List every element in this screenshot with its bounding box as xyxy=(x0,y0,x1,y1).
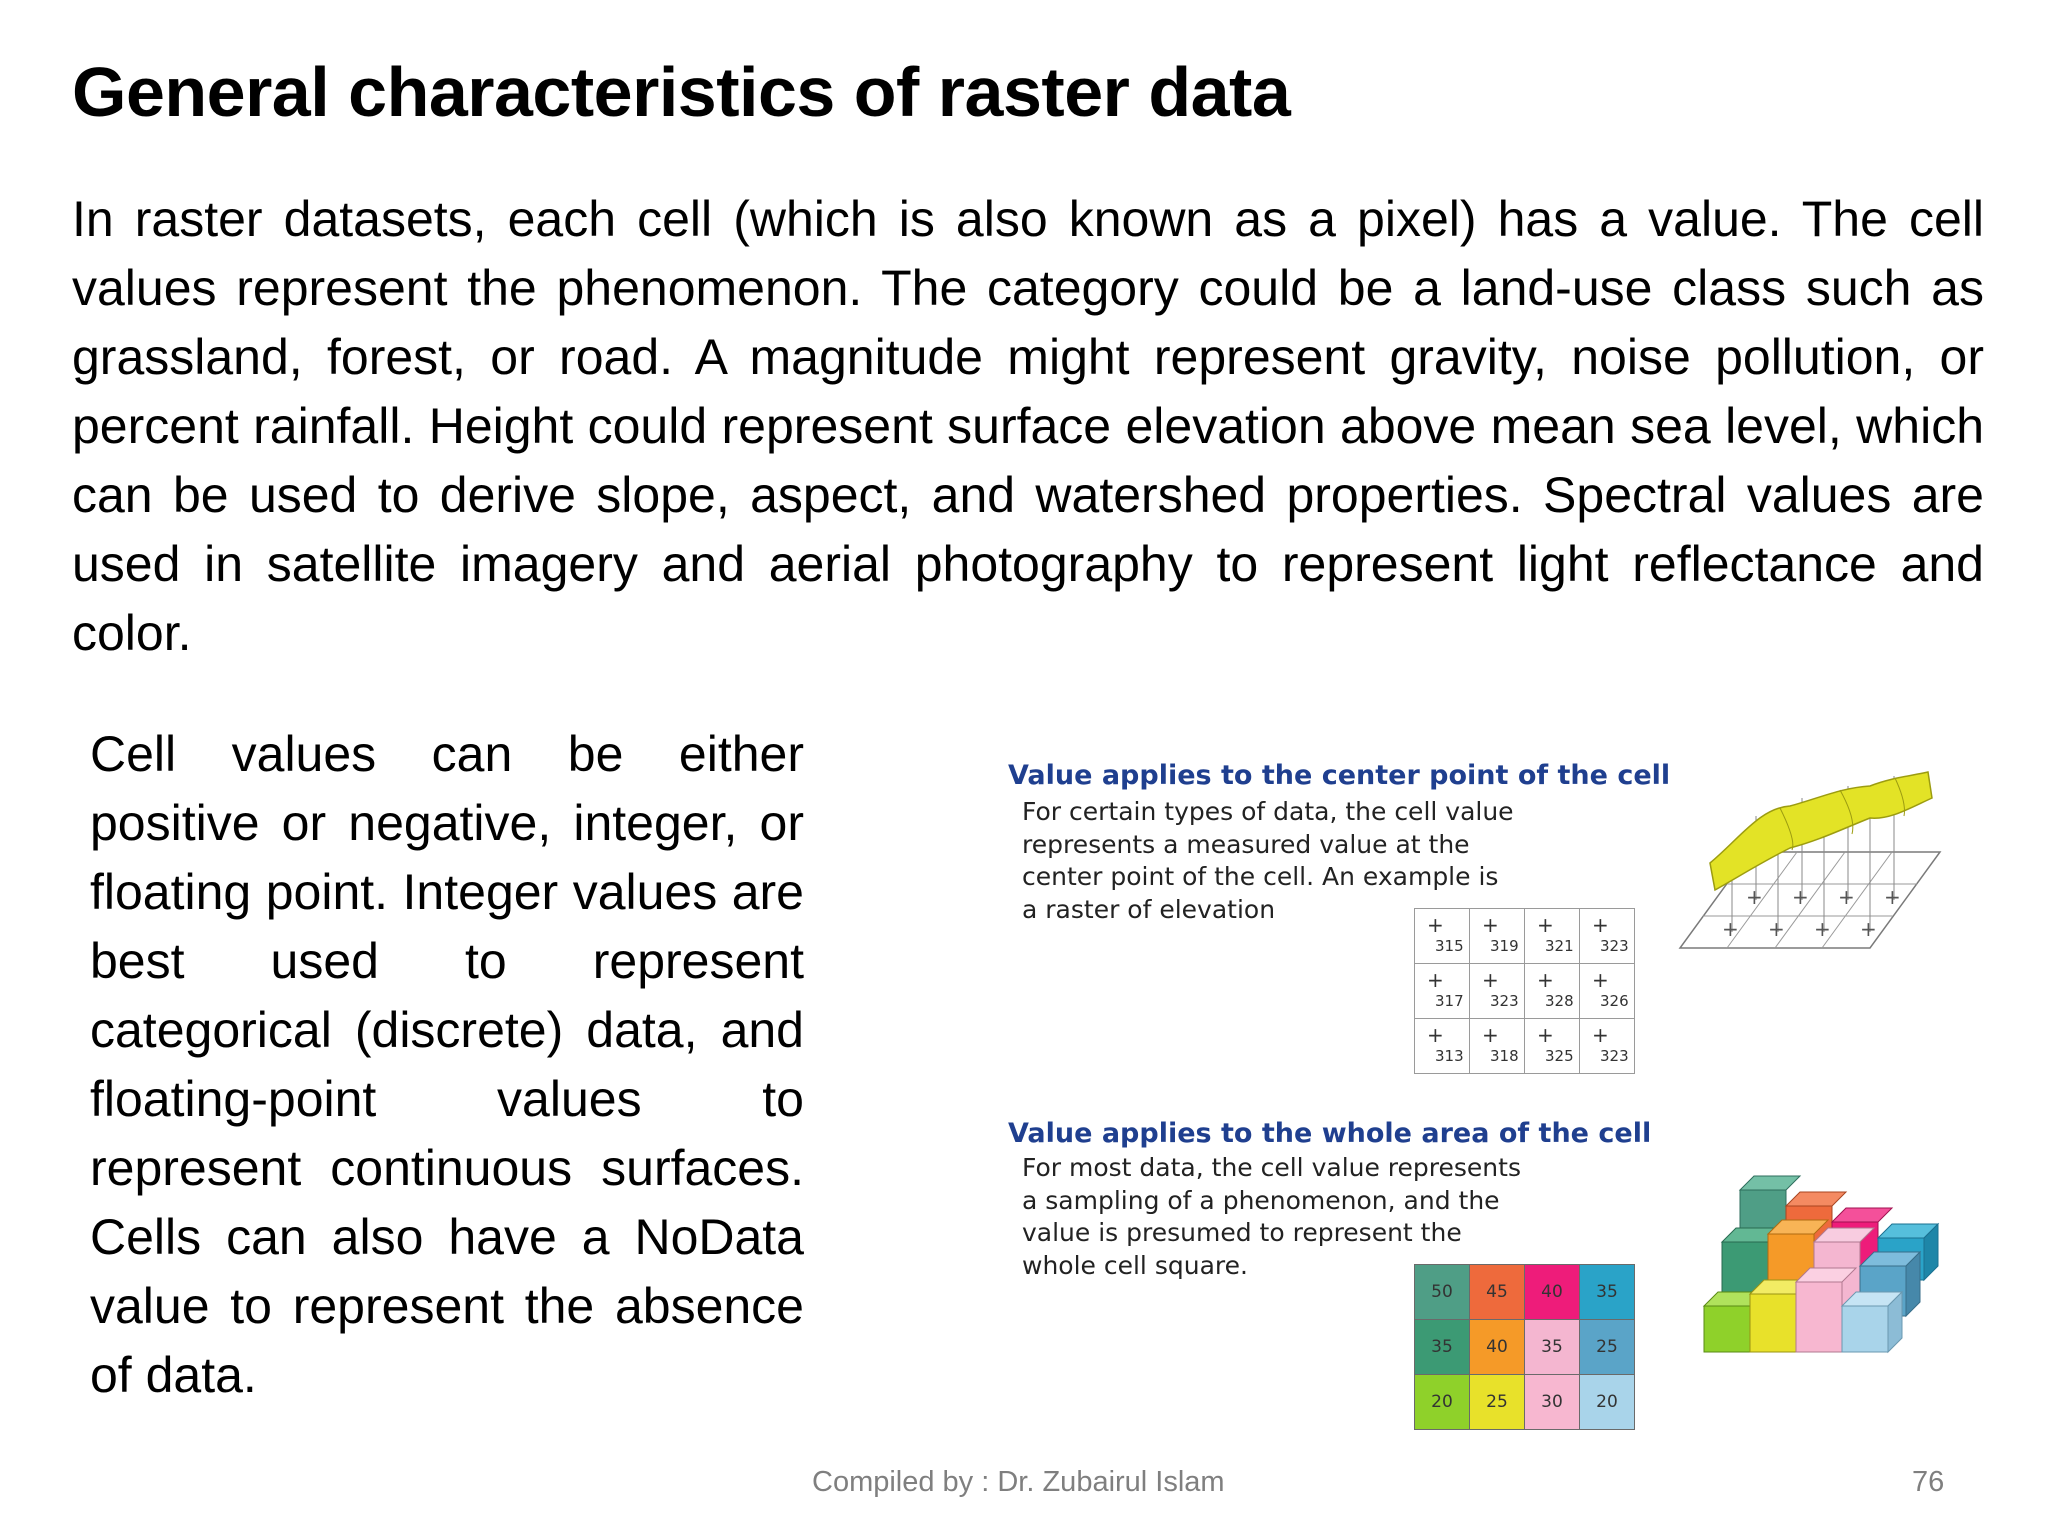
colored-grid-cell: 40 xyxy=(1525,1265,1580,1320)
cell-value: 323 xyxy=(1490,992,1519,1010)
center-point-line: represents a measured value at the xyxy=(1022,829,1470,859)
center-point-line: For certain types of data, the cell value xyxy=(1022,797,1514,826)
center-point-marker: + xyxy=(1427,968,1444,992)
cell-value: 323 xyxy=(1600,937,1629,955)
grid-cell xyxy=(1525,909,1580,964)
sample-point-marker: + xyxy=(1746,885,1763,909)
colored-grid-cell: 35 xyxy=(1580,1265,1635,1320)
elevation-surface-illustration xyxy=(1670,768,1950,968)
colored-grid-cell: 45 xyxy=(1470,1265,1525,1320)
cell-value: 319 xyxy=(1490,937,1519,955)
colored-grid-cell: 25 xyxy=(1470,1375,1525,1430)
grid-cell xyxy=(1580,964,1635,1019)
plane-grid-line xyxy=(1822,852,1892,948)
cell-value: 325 xyxy=(1545,1047,1574,1065)
center-point-marker: + xyxy=(1537,913,1554,937)
colored-grid-cell: 35 xyxy=(1415,1320,1470,1375)
grid-cell xyxy=(1470,1019,1525,1074)
sample-point-marker: + xyxy=(1768,917,1785,941)
block-face xyxy=(1842,1306,1888,1352)
cell-values-paragraph: Cell values can be either positive or negative, integer, or floating point. Integer values are best used to represent categorical (discrete) data, and floating-point values to represent continuous surfaces. Cells can also have a NoData value to represent the absence of data. xyxy=(90,726,804,1403)
whole-area-description xyxy=(1022,1152,1642,1282)
raster-value-figure xyxy=(1000,748,1960,1438)
intro-paragraph: In raster datasets, each cell (which is also known as a pixel) has a value. The cell values represent the phenomenon. The category could be a land-use class such as grassland, forest, or road. A magnitude might represent gravity, noise pollution, or percent rainfall. Height could represent surface elevation above mean sea level, which can be used to derive slope, aspect, and watershed properties. Spectral values are used in satellite imagery and aerial photography to represent light reflectance and color. xyxy=(72,191,1984,661)
center-point-heading: Value applies to the center point of the cell xyxy=(1008,760,1671,791)
colored-grid-cell: 20 xyxy=(1580,1375,1635,1430)
block-face xyxy=(1796,1282,1842,1352)
sample-point-marker: + xyxy=(1838,885,1855,909)
colored-grid-cell: 40 xyxy=(1470,1320,1525,1375)
whole-area-line: whole cell square. xyxy=(1022,1250,1248,1280)
elevation-surface xyxy=(1710,772,1932,890)
sample-point-marker: + xyxy=(1722,917,1739,941)
colored-grid-cell: 35 xyxy=(1525,1320,1580,1375)
cell-value: 321 xyxy=(1545,937,1574,955)
sample-point-marker: + xyxy=(1860,917,1877,941)
area-value-grid xyxy=(1414,1264,1635,1430)
area-blocks-illustration xyxy=(1690,1140,1960,1390)
whole-area-heading: Value applies to the whole area of the cell xyxy=(1008,1118,1652,1149)
cell-value: 323 xyxy=(1600,1047,1629,1065)
center-point-line: center point of the cell. An example is xyxy=(1022,862,1499,891)
slide-number: 76 xyxy=(1912,1466,1945,1498)
block-top xyxy=(1786,1192,1846,1206)
block-top xyxy=(1740,1176,1800,1190)
center-point-marker: + xyxy=(1592,968,1609,992)
grid-cell xyxy=(1580,1019,1635,1074)
grid-cell xyxy=(1415,909,1470,964)
sample-point-marker: + xyxy=(1814,917,1831,941)
block-face xyxy=(1704,1306,1750,1352)
grid-cell xyxy=(1525,964,1580,1019)
colored-grid-cell: 25 xyxy=(1580,1320,1635,1375)
cell-value: 328 xyxy=(1545,992,1574,1010)
center-point-marker: + xyxy=(1482,913,1499,937)
grid-cell xyxy=(1415,964,1470,1019)
whole-area-line: value is presumed to represent the xyxy=(1022,1218,1462,1247)
block-face xyxy=(1750,1294,1796,1352)
center-point-marker: + xyxy=(1482,1023,1499,1047)
cell-value: 317 xyxy=(1435,992,1464,1010)
footer-credit: Compiled by : Dr. Zubairul Islam xyxy=(812,1466,1225,1498)
colored-grid-cell: 50 xyxy=(1415,1265,1470,1320)
center-point-marker: + xyxy=(1482,968,1499,992)
center-point-marker: + xyxy=(1427,1023,1444,1047)
cell-value: 315 xyxy=(1435,937,1464,955)
block-top xyxy=(1832,1208,1892,1222)
grid-cell xyxy=(1580,909,1635,964)
elevation-value-grid xyxy=(1414,908,1635,1074)
colored-grid-cell: 30 xyxy=(1525,1375,1580,1430)
colored-grid-cell: 20 xyxy=(1415,1375,1470,1430)
center-point-marker: + xyxy=(1592,913,1609,937)
whole-area-line: For most data, the cell value represents xyxy=(1022,1153,1521,1182)
center-point-line: a raster of elevation xyxy=(1022,894,1276,924)
grid-cell xyxy=(1470,909,1525,964)
cell-value: 318 xyxy=(1490,1047,1519,1065)
cell-value: 326 xyxy=(1600,992,1629,1010)
center-point-marker: + xyxy=(1537,1023,1554,1047)
grid-cell xyxy=(1525,1019,1580,1074)
center-point-description xyxy=(1022,796,1642,926)
center-point-marker: + xyxy=(1427,913,1444,937)
sample-point-marker: + xyxy=(1792,885,1809,909)
whole-area-line: a sampling of a phenomenon, and the xyxy=(1022,1185,1500,1215)
cell-value: 313 xyxy=(1435,1047,1464,1065)
center-point-marker: + xyxy=(1537,968,1554,992)
sample-point-marker: + xyxy=(1884,885,1901,909)
plane-grid-line xyxy=(1775,852,1845,948)
slide-title: General characteristics of raster data xyxy=(72,53,1291,131)
grid-cell xyxy=(1470,964,1525,1019)
grid-cell xyxy=(1415,1019,1470,1074)
center-point-marker: + xyxy=(1592,1023,1609,1047)
